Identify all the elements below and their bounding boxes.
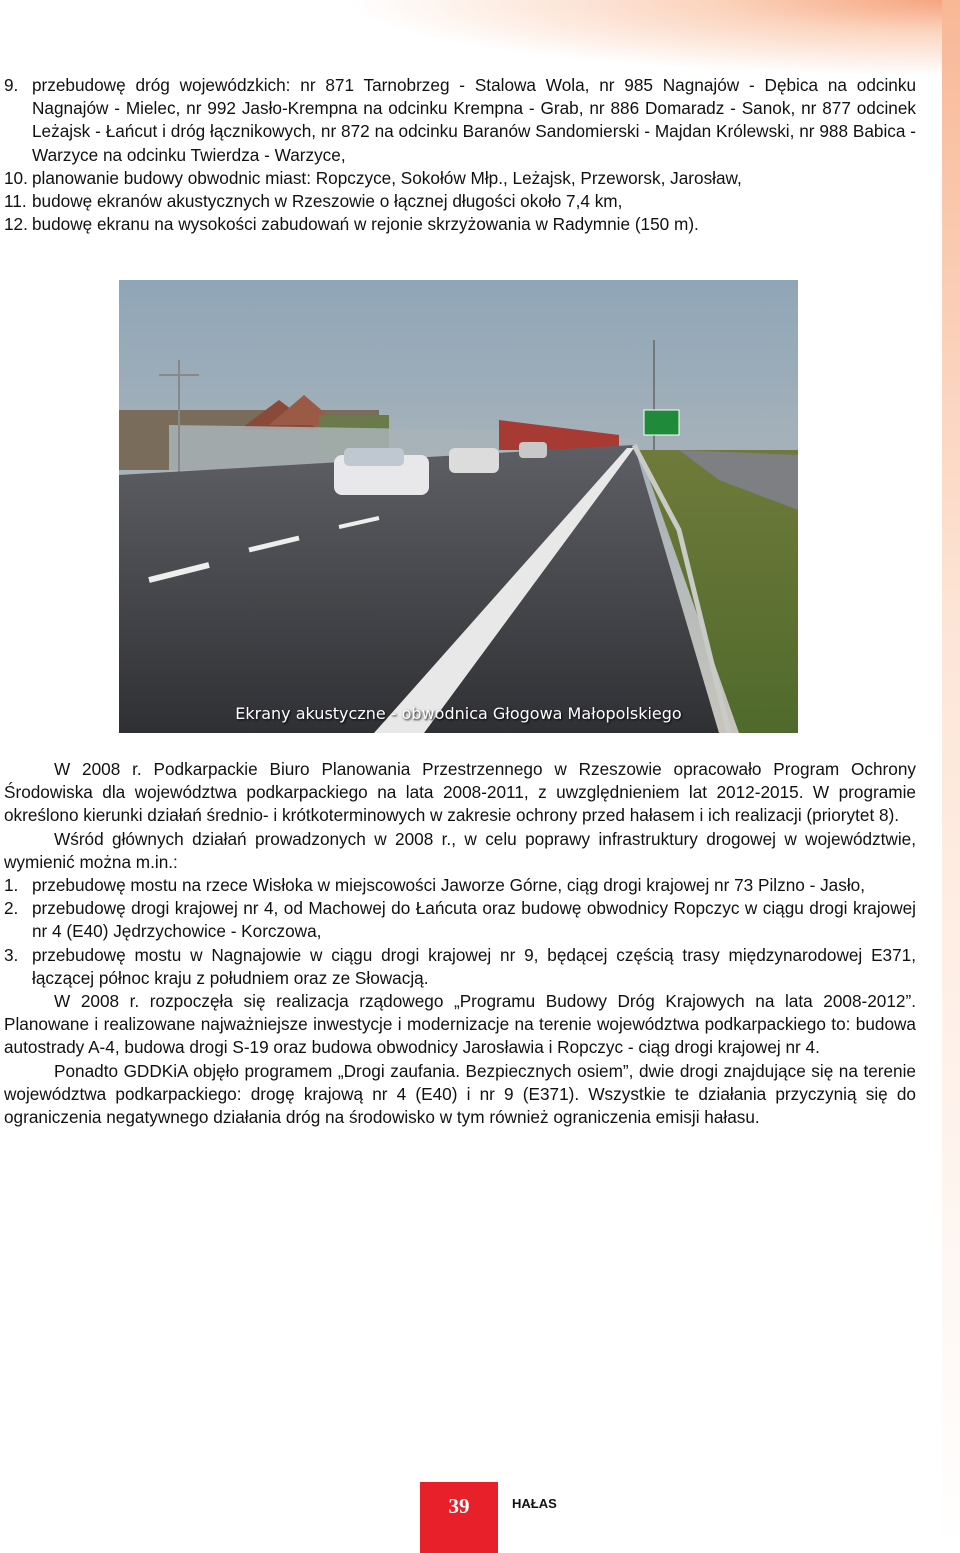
list-text: przebudowę drogi krajowej nr 4, od Machowej do Łańcuta oraz budowę obwodnicy Ropczyc w ciągu drogi krajowej nr 4 (E40) Jędrzychowice - Korczowa,	[32, 898, 916, 942]
paragraph: W 2008 r. rozpoczęła się realizacja rządowego „Programu Budowy Dróg Krajowych na lata 2008-2012”. Planowane i realizowane najważniejsze inwestycje i modernizacje na terenie województwa podkarpackiego to: budowa autostrady A-4, budowa drogi S-19 oraz budowa obwodnicy Jarosławia i Ropczyc - ciąg drogi krajowej nr 4.	[4, 991, 916, 1058]
section-label: HAŁAS	[512, 1496, 557, 1511]
photo-caption: Ekrany akustyczne - obwodnica Głogowa Małopolskiego	[235, 704, 682, 723]
list-number: 2.	[4, 898, 19, 919]
paragraph: W 2008 r. Podkarpackie Biuro Planowania Przestrzennego w Rzeszowie opracowało Program Ochrony Środowiska dla województwa podkarpackiego na lata 2008-2011, z uwzględnieniem lat 2012-2015. W programie określono kierunki działań średnio- i krótkoterminowych w zakresie ochrony przed hałasem i ich realizacji (priorytet 8).	[4, 759, 916, 826]
list-text: przebudowę dróg wojewódzkich: nr 871 Tarnobrzeg - Stalowa Wola, nr 985 Nagnajów - Dębica na odcinku Nagnajów - Mielec, nr 992 Jasło-Krempna na odcinku Krempna - Grab, nr 886 Domaradz - Sanok, nr 877 odcinek Leżajsk - Łańcut i dróg łącznikowych, nr 872 na odcinku Baranów Sandomierski - Majdan Królewski, nr 988 Babica -Warzyce na odcinku Twierdza - Warzyce,	[32, 75, 916, 165]
list-number: 3.	[4, 944, 19, 965]
list-item	[4, 874, 916, 897]
paragraph: Ponadto GDDKiA objęło programem „Drogi zaufania. Bezpiecznych osiem”, dwie drogi znajdujące się na terenie województwa podkarpackiego: drogę krajową nr 4 (E40) i nr 9 (E371). Wszystkie te działania przyczynią się do ograniczenia negatywnego działania dróg na środowisko w tym również ograniczenia emisji hałasu.	[4, 1060, 916, 1128]
list-item	[4, 167, 916, 190]
list-number: 9.	[4, 75, 19, 95]
list-text: budowę ekranu na wysokości zabudowań w rejonie skrzyżowania w Radymnie (150 m).	[32, 214, 699, 235]
body-text	[4, 758, 916, 1129]
list-number: 12.	[4, 214, 28, 235]
list-item	[4, 897, 916, 943]
road-photo	[119, 280, 798, 733]
page-number: 39	[420, 1482, 498, 1553]
list-number: 11.	[4, 191, 27, 212]
paragraph: Wśród głównych działań prowadzonych w 2008 r., w celu poprawy infrastruktury drogowej w województwie, wymienić można m.in.:	[4, 828, 916, 872]
top-list	[4, 74, 916, 236]
list-item	[4, 74, 916, 167]
list-item	[4, 944, 916, 990]
list-text: przebudowę mostu na rzece Wisłoka w miejscowości Jaworze Górne, ciąg drogi krajowej nr 73 Pilzno - Jasło,	[32, 875, 865, 896]
list-text: planowanie budowy obwodnic miast: Ropczyce, Sokołów Młp., Leżajsk, Przeworsk, Jarosław,	[32, 167, 742, 188]
list-number: 10.	[4, 167, 28, 188]
list-item	[4, 213, 916, 236]
road-photo-illustration	[119, 280, 798, 733]
list-item	[4, 190, 916, 213]
list-text: przebudowę mostu w Nagnajowie w ciągu drogi krajowej nr 9, będącej częścią trasy międzynarodowej E371, łączącej północ kraju z południem oraz ze Słowacją.	[32, 944, 916, 988]
list-text: budowę ekranów akustycznych w Rzeszowie o łącznej długości około 7,4 km,	[32, 191, 623, 212]
side-decoration	[942, 0, 960, 1553]
list-number: 1.	[4, 875, 19, 896]
